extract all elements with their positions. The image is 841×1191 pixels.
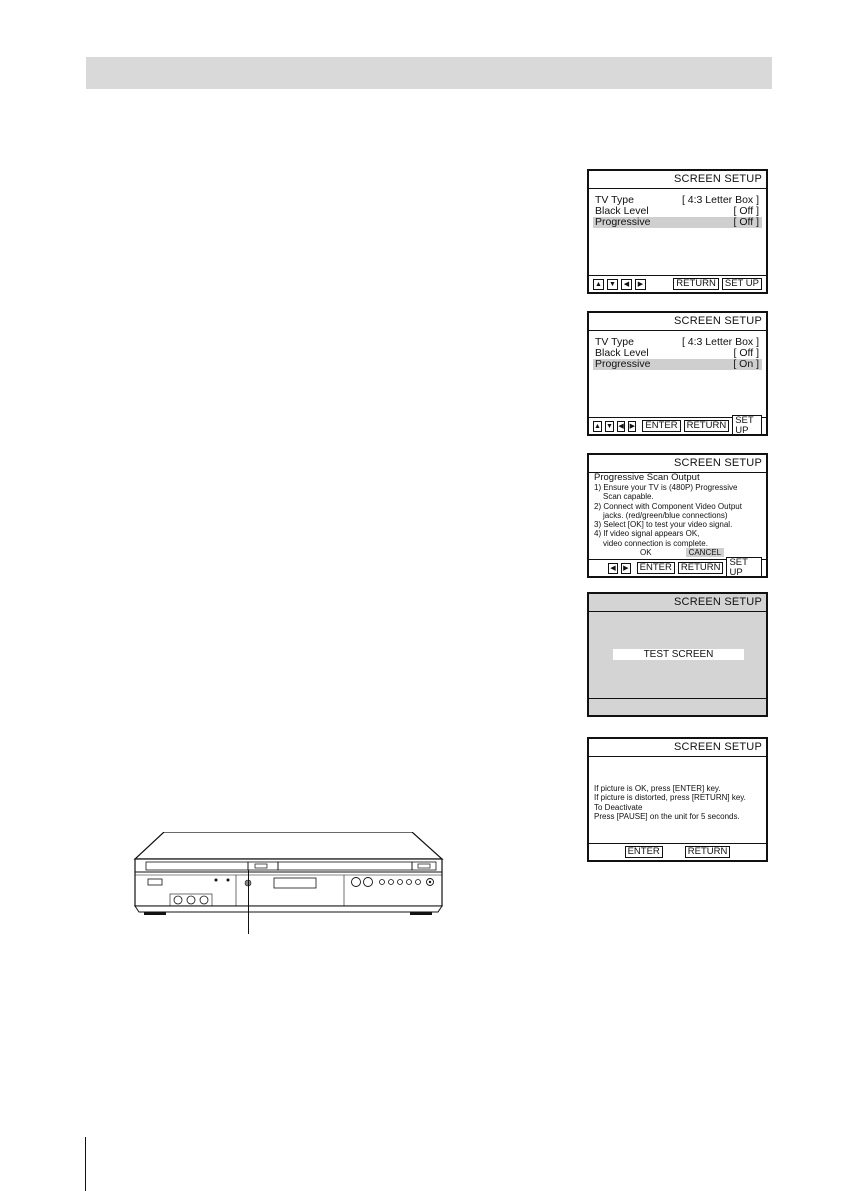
setup-button[interactable]: SET UP xyxy=(726,557,762,578)
osd-progressive-scan-output xyxy=(587,453,768,578)
instruction-line: Scan capable. xyxy=(603,492,654,502)
instruction-line: jacks. (red/green/blue connections) xyxy=(603,510,728,520)
right-arrow-icon: ▶ xyxy=(621,563,631,574)
osd-footer xyxy=(593,415,762,436)
osd-title-divider xyxy=(589,330,766,331)
menu-row-value: [ Off ] xyxy=(733,205,759,217)
left-arrow-icon: ◀ xyxy=(618,422,624,430)
menu-row-label: TV Type xyxy=(595,336,634,348)
menu-row-value: [ Off ] xyxy=(733,347,759,359)
confirm-choices xyxy=(594,548,762,557)
osd-screen-setup-progressive-on xyxy=(587,311,768,436)
osd-title: SCREEN SETUP xyxy=(674,457,762,469)
osd-title-divider xyxy=(589,756,766,757)
return-button[interactable]: RETURN xyxy=(673,278,719,290)
instruction-line: If picture is OK, press [ENTER] key. xyxy=(594,784,721,793)
menu-row-progressive[interactable] xyxy=(593,217,762,228)
setup-button[interactable]: SET UP xyxy=(722,278,762,290)
up-arrow-icon: ▲ xyxy=(593,279,604,290)
return-button[interactable]: RETURN xyxy=(685,846,731,858)
instruction-line: If picture is distorted, press [RETURN] key. xyxy=(594,793,746,803)
osd-footer xyxy=(593,846,762,858)
pause-button-callout-line xyxy=(248,870,249,934)
osd-title: SCREEN SETUP xyxy=(674,315,762,327)
osd-title: SCREEN SETUP xyxy=(674,596,762,608)
enter-button[interactable]: ENTER xyxy=(625,846,663,858)
osd-footer-divider xyxy=(589,843,766,844)
setup-button[interactable]: SET UP xyxy=(732,415,762,436)
instruction-line: 4) If video signal appears OK, xyxy=(594,529,700,539)
enter-button[interactable]: ENTER xyxy=(637,562,675,574)
ok-option[interactable]: OK xyxy=(640,548,652,558)
instruction-line: 1) Ensure your TV is (480P) Progressive xyxy=(594,483,738,492)
instruction-line: Press [PAUSE] on the unit for 5 seconds. xyxy=(594,811,740,821)
up-arrow-icon: ▲ xyxy=(594,422,601,430)
enter-button[interactable]: ENTER xyxy=(642,420,680,432)
menu-row-label: Black Level xyxy=(595,347,649,359)
osd-confirm-picture xyxy=(587,737,768,862)
menu-row-value: [ On ] xyxy=(733,358,759,370)
menu-row-label: Progressive xyxy=(595,216,651,228)
menu-row-label: Black Level xyxy=(595,205,649,217)
osd-menu-rows xyxy=(593,195,762,228)
osd-title-divider xyxy=(589,188,766,189)
osd-title: SCREEN SETUP xyxy=(674,741,762,753)
right-arrow-icon: ▶ xyxy=(635,279,646,290)
osd-footer xyxy=(593,557,762,578)
dvd-vcr-unit-illustration xyxy=(132,832,444,922)
down-arrow-icon: ▼ xyxy=(607,279,618,290)
instruction-line: 3) Select [OK] to test your video signal. xyxy=(594,520,733,530)
menu-row-value: [ 4:3 Letter Box ] xyxy=(681,336,759,348)
menu-row-value: [ 4:3 Letter Box ] xyxy=(681,194,759,206)
osd-test-screen xyxy=(587,592,768,717)
menu-row-label: Progressive xyxy=(595,358,651,370)
osd-footer-divider xyxy=(589,698,766,699)
left-arrow-icon: ◀ xyxy=(621,279,632,290)
cancel-option[interactable]: CANCEL xyxy=(686,548,724,557)
confirm-instructions xyxy=(594,784,762,821)
down-arrow-icon: ▼ xyxy=(605,422,613,430)
test-screen-label: TEST SCREEN xyxy=(613,649,744,660)
section-header-bar xyxy=(86,57,772,89)
progressive-scan-instructions xyxy=(594,473,762,557)
osd-title-divider xyxy=(589,611,766,612)
menu-row-value: [ Off ] xyxy=(733,216,759,228)
instructions-heading: Progressive Scan Output xyxy=(594,472,700,483)
right-arrow-icon: ▶ xyxy=(629,422,635,430)
osd-menu-rows xyxy=(593,337,762,370)
osd-footer-divider xyxy=(589,275,766,276)
page-edge-rule xyxy=(85,1137,86,1191)
return-button[interactable]: RETURN xyxy=(684,420,730,432)
instruction-line: To Deactivate xyxy=(594,802,643,812)
osd-screen-setup-progressive-off xyxy=(587,169,768,294)
instruction-line: video connection is complete. xyxy=(603,538,708,548)
menu-row-label: TV Type xyxy=(595,194,634,206)
return-button[interactable]: RETURN xyxy=(678,562,724,574)
osd-footer xyxy=(593,278,762,290)
instruction-line: 2) Connect with Component Video Output xyxy=(594,501,742,511)
menu-row-progressive[interactable] xyxy=(593,359,762,370)
osd-title: SCREEN SETUP xyxy=(674,173,762,185)
left-arrow-icon: ◀ xyxy=(608,563,618,574)
